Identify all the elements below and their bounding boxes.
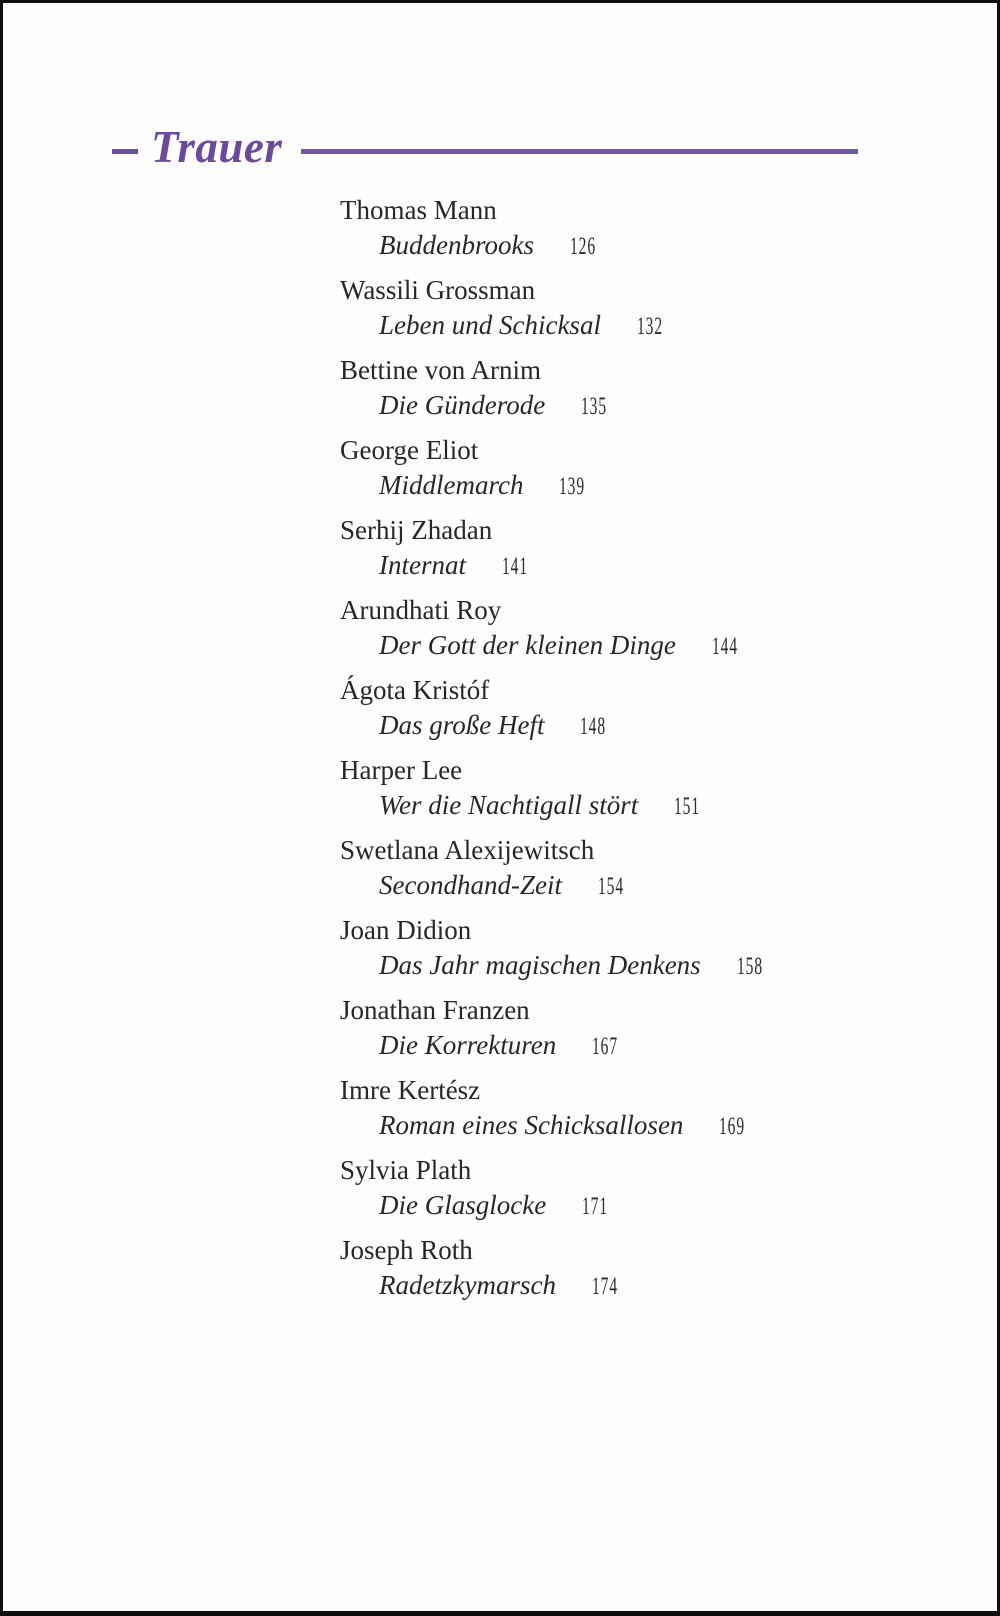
book-title: Die Günderode [379, 390, 546, 420]
author-name: Bettine von Arnim [340, 355, 541, 385]
toc-entry [340, 993, 997, 1064]
section-dash-rule [112, 149, 138, 154]
page-number: 132 [636, 313, 663, 340]
page-number: 167 [592, 1033, 619, 1060]
page-number: 135 [581, 393, 608, 420]
author-name: Ágota Kristóf [340, 675, 490, 705]
page-number: 144 [711, 633, 738, 660]
book-title: Leben und Schicksal [379, 310, 601, 340]
title-line [379, 628, 997, 664]
section-title: Trauer [151, 121, 283, 172]
author-name: Harper Lee [340, 755, 463, 785]
author-name: Sylvia Plath [340, 1155, 472, 1185]
title-line [379, 548, 997, 584]
book-title: Das Jahr magischen Denkens [379, 950, 701, 980]
toc-entry [340, 433, 997, 504]
page-number: 151 [674, 793, 701, 820]
author-name: Arundhati Roy [340, 595, 502, 625]
title-line [379, 1188, 997, 1224]
title-line [379, 868, 997, 904]
book-title: Die Glasglocke [379, 1190, 547, 1220]
toc-entry [340, 593, 997, 664]
toc-entry [340, 513, 997, 584]
author-name: Joseph Roth [340, 1235, 473, 1265]
toc-list [340, 193, 997, 1304]
toc-entry [340, 193, 997, 264]
toc-entry [340, 673, 997, 744]
toc-entry [340, 1233, 997, 1304]
author-name: Thomas Mann [340, 195, 497, 225]
author-name: Swetlana Alexijewitsch [340, 835, 595, 865]
title-line [379, 1108, 997, 1144]
title-line [379, 468, 997, 504]
book-title: Das große Heft [379, 710, 545, 740]
page-number: 141 [502, 553, 529, 580]
toc-entry [340, 913, 997, 984]
title-line [379, 228, 997, 264]
toc-entry [340, 753, 997, 824]
page-number: 126 [569, 233, 597, 260]
book-title: Wer die Nachtigall stört [379, 790, 639, 820]
page-number: 174 [591, 1273, 618, 1300]
toc-entry [340, 353, 997, 424]
author-name: Serhij Zhadan [340, 515, 493, 545]
title-line [379, 708, 997, 744]
title-line [379, 1028, 997, 1064]
book-title: Radetzkymarsch [379, 1270, 556, 1300]
author-name: Wassili Grossman [340, 275, 536, 305]
page-number: 154 [597, 873, 625, 900]
author-name: Imre Kertész [340, 1075, 481, 1105]
title-line [379, 948, 997, 984]
book-title: Internat [379, 550, 466, 580]
toc-entry [340, 833, 997, 904]
page-number: 169 [719, 1113, 746, 1140]
book-title: Middlemarch [379, 470, 524, 500]
page-number: 158 [736, 953, 763, 980]
page-number: 171 [582, 1193, 609, 1220]
book-title: Die Korrekturen [379, 1030, 557, 1060]
book-title: Roman eines Schicksallosen [379, 1110, 684, 1140]
title-line [379, 788, 997, 824]
title-line [379, 308, 997, 344]
title-line [379, 1268, 997, 1304]
book-title: Buddenbrooks [379, 230, 534, 260]
author-name: George Eliot [340, 435, 479, 465]
book-title: Secondhand-Zeit [379, 870, 562, 900]
author-name: Joan Didion [340, 915, 472, 945]
book-title: Der Gott der kleinen Dinge [379, 630, 676, 660]
title-line [379, 388, 997, 424]
page-number: 139 [559, 473, 586, 500]
toc-entry [340, 273, 997, 344]
toc-entry [340, 1153, 997, 1224]
toc-entry [340, 1073, 997, 1144]
author-name: Jonathan Franzen [340, 995, 530, 1025]
section-header [112, 121, 997, 177]
section-horizontal-rule [301, 149, 858, 154]
page-number: 148 [580, 713, 607, 740]
